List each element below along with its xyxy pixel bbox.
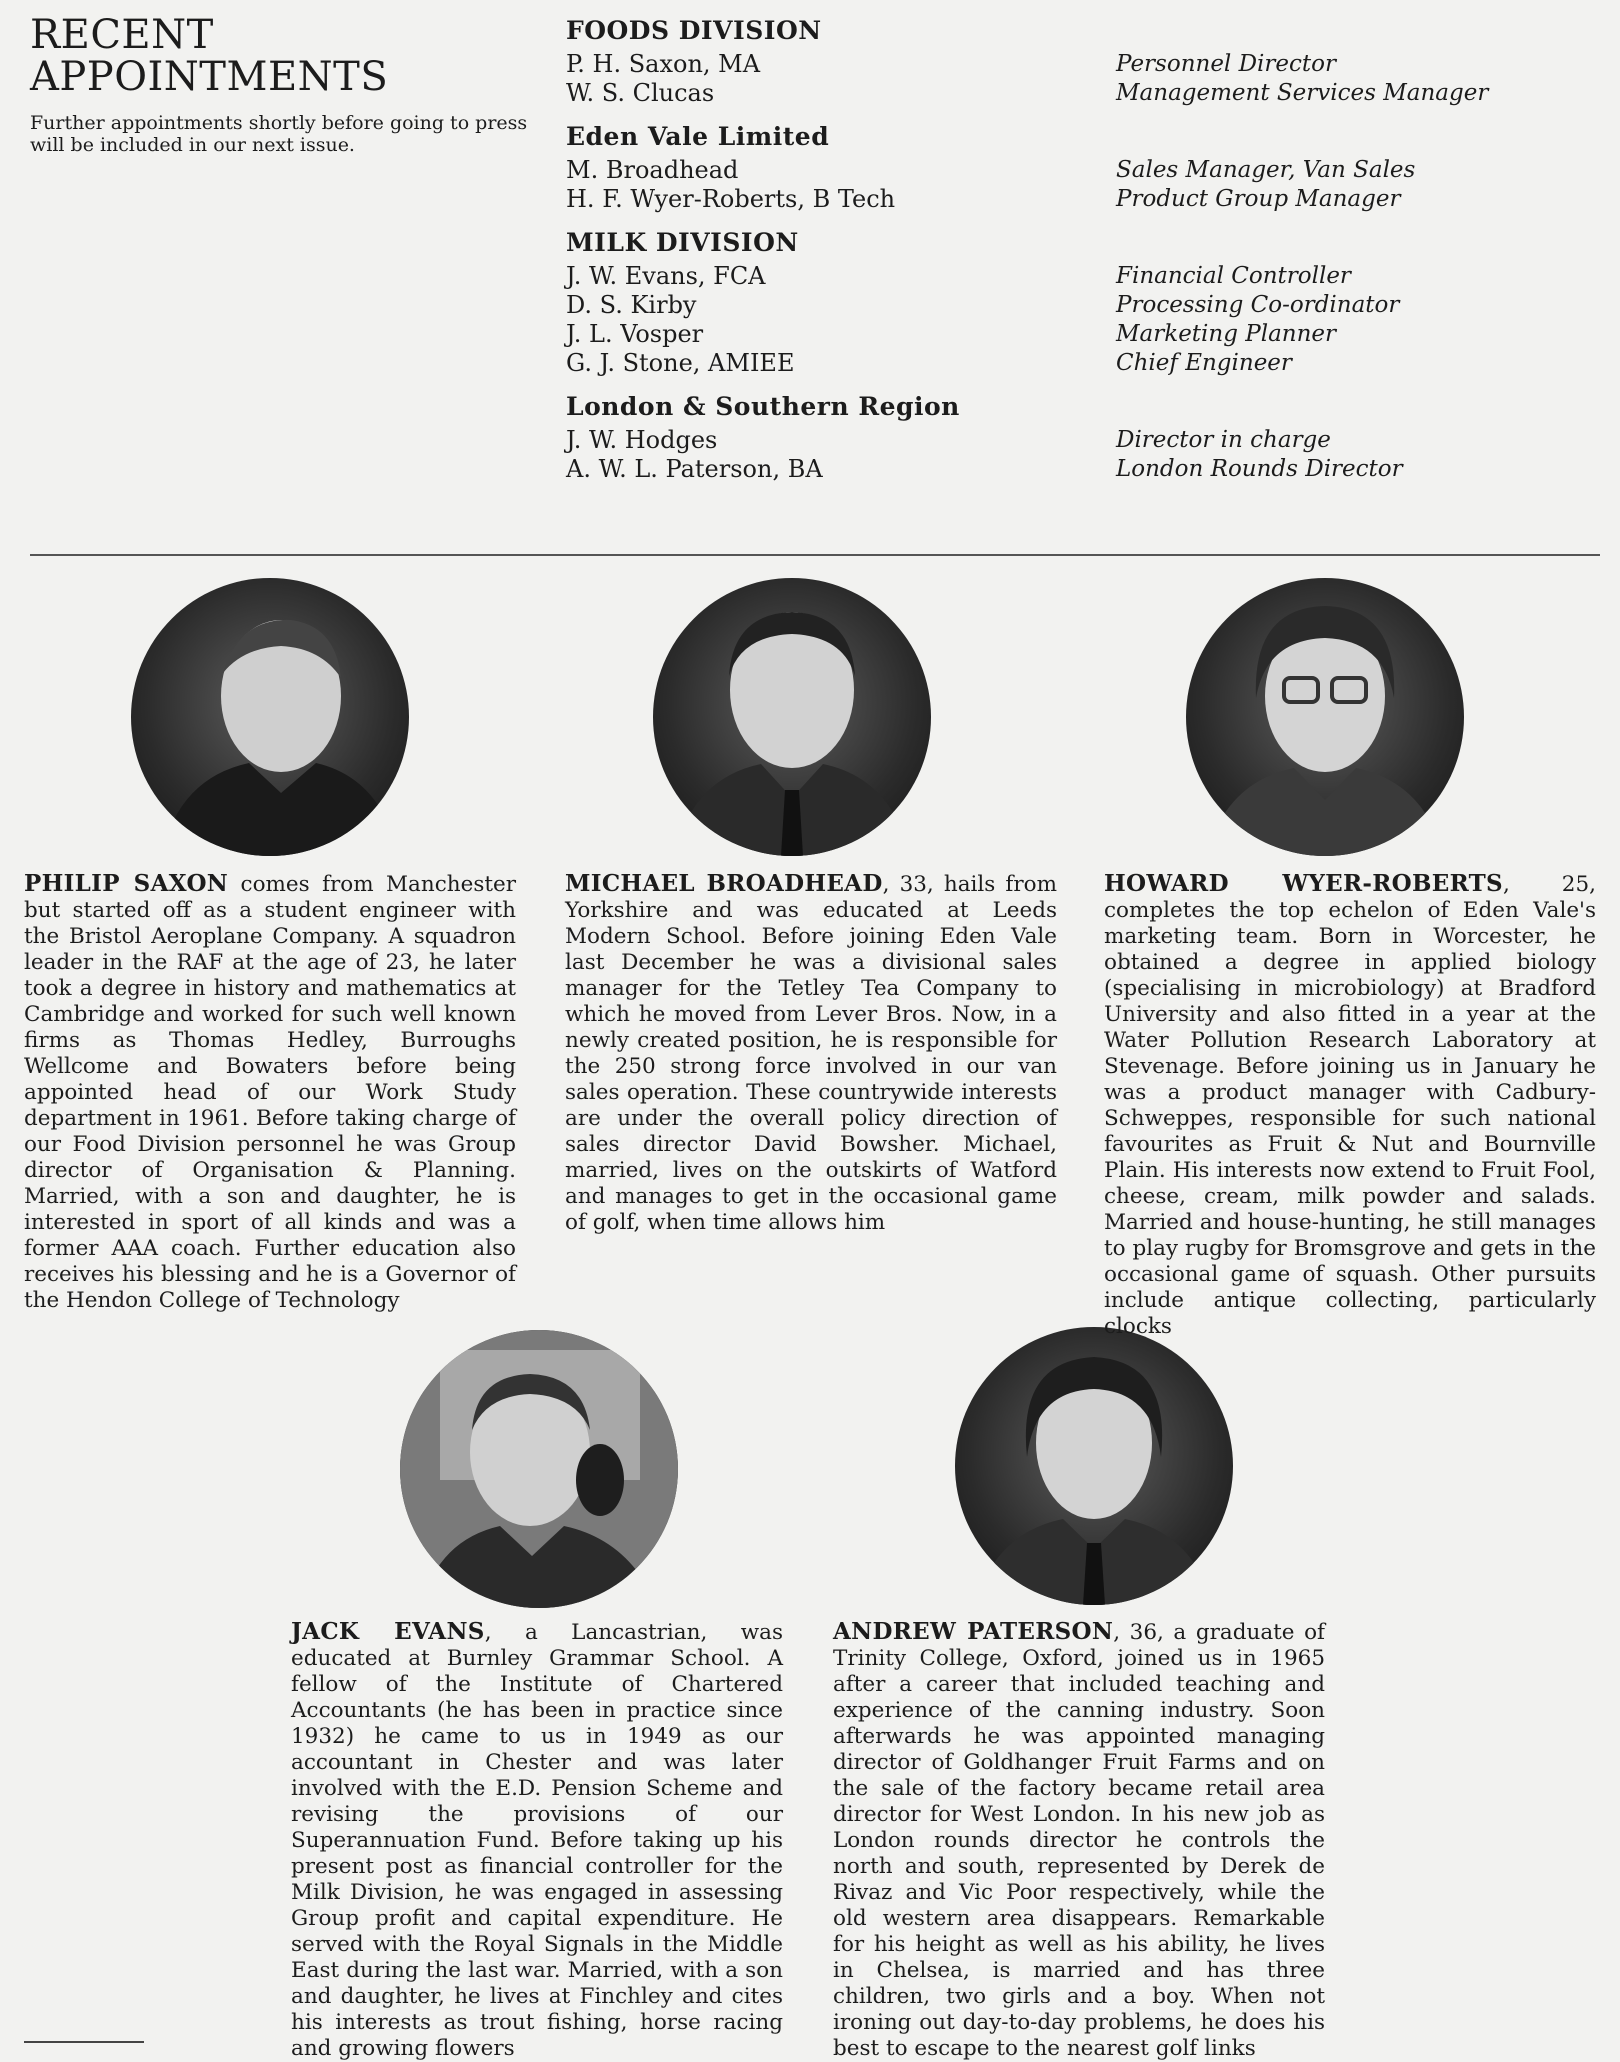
appointment-row [566, 185, 1606, 214]
appointments-list [566, 16, 1606, 498]
bio-philip-saxon [24, 871, 516, 1314]
bio-andrew-paterson [833, 1619, 1325, 2062]
appointment-row [566, 320, 1606, 349]
appointee-role: Sales Manager, Van Sales [1116, 157, 1416, 183]
footer-rule [24, 2041, 144, 2043]
division-heading: MILK DIVISION [566, 228, 799, 257]
appointee-name: P. H. Saxon, MA [566, 50, 761, 78]
division-milk [566, 228, 1606, 378]
bio-person-name: ANDREW PATERSON [833, 1618, 1114, 1645]
bio-person-name: JACK EVANS [291, 1618, 485, 1645]
title-line-1: RECENT [30, 12, 214, 58]
appointee-role: Management Services Manager [1116, 80, 1489, 106]
appointee-name: H. F. Wyer-Roberts, B Tech [566, 185, 896, 213]
division-foods [566, 16, 1606, 108]
division-eden-vale [566, 122, 1606, 214]
bio-text: , 25, completes the top echelon of Eden Vale's marketing team. Born in Worcester, he obtained a degree in applied biology (specialising in microbiology) at Bradford University and also fitted in a year at the Water Pollution Research Laboratory at Stevenage. Before joining us in January he was a product manager with Cadbury-Schweppes, responsible for such national favourites as Fruit & Nut and Bournville Plain. His interests now extend to Fruit Fool, cheese, cream, milk powder and salads. Married and house-hunting, he still manages to play rugby for Bromsgrove and gets in the occasional game of squash. Other pursuits include antique collecting, particularly clocks [1104, 872, 1596, 1339]
appointment-row [566, 262, 1606, 291]
appointment-row [566, 79, 1606, 108]
title-line-2: APPOINTMENTS [30, 54, 389, 100]
appointee-role: Chief Engineer [1116, 350, 1292, 376]
appointee-name: J. W. Evans, FCA [566, 262, 766, 290]
person-silhouette-icon [955, 1327, 1233, 1605]
bio-person-name: HOWARD WYER-ROBERTS [1104, 870, 1503, 897]
bio-person-name: PHILIP SAXON [24, 870, 229, 897]
appointee-role: London Rounds Director [1116, 456, 1403, 482]
appointee-name: D. S. Kirby [566, 291, 697, 319]
page-title [30, 14, 388, 98]
person-silhouette-icon [131, 578, 409, 856]
section-divider [30, 554, 1600, 556]
portrait-michael-broadhead [653, 578, 931, 856]
bio-jack-evans [291, 1619, 783, 2062]
division-london-southern [566, 392, 1606, 484]
appointee-role: Financial Controller [1116, 263, 1351, 289]
appointment-row [566, 455, 1606, 484]
person-silhouette-icon [400, 1330, 678, 1608]
appointee-name: G. J. Stone, AMIEE [566, 349, 795, 377]
portrait-jack-evans [400, 1330, 678, 1608]
appointee-role: Marketing Planner [1116, 321, 1337, 347]
division-heading: FOODS DIVISION [566, 16, 822, 45]
appointee-role: Processing Co-ordinator [1116, 292, 1400, 318]
division-heading: London & Southern Region [566, 392, 960, 421]
portrait-howard-wyer-roberts [1186, 578, 1464, 856]
bio-michael-broadhead [565, 871, 1057, 1236]
bio-person-name: MICHAEL BROADHEAD [565, 870, 883, 897]
appointee-role: Product Group Manager [1116, 186, 1401, 212]
person-silhouette-icon [653, 578, 931, 856]
appointee-name: A. W. L. Paterson, BA [566, 455, 823, 483]
appointee-name: J. W. Hodges [566, 426, 718, 454]
bio-text: , 33, hails from Yorkshire and was educated at Leeds Modern School. Before joining Eden Vale last December he was a divisional sales manager for the Tetley Tea Company to which he moved from Lever Bros. Now, in a newly created position, he is responsible for the 250 strong force involved in our van sales operation. These countrywide interests are under the overall policy direction of sales director David Bowsher. Michael, married, lives on the outskirts of Watford and manages to get in the occasional game of golf, when time allows him [565, 872, 1058, 1235]
appointee-role: Personnel Director [1116, 51, 1336, 77]
bio-howard-wyer-roberts [1104, 871, 1596, 1340]
appointee-name: J. L. Vosper [566, 320, 704, 348]
press-note: Further appointments shortly before going to press will be included in our next issue. [30, 112, 528, 156]
appointee-name: W. S. Clucas [566, 79, 715, 107]
bio-text: , 36, a graduate of Trinity College, Oxford, joined us in 1965 after a career that included teaching and experience of the canning industry. Soon afterwards he was appointed managing director of Goldhanger Fruit Farms and on the sale of the factory became retail area director for West London. In his new job as London rounds director he controls the north and south, represented by Derek de Rivaz and Vic Poor respectively, while the old western area disappears. Remarkable for his height as well as his ability, he lives in Chelsea, is married and has three children, two girls and a boy. When not ironing out day-to-day problems, he does his best to escape to the nearest golf links [833, 1620, 1325, 2061]
portrait-andrew-paterson [955, 1327, 1233, 1605]
appointment-row [566, 291, 1606, 320]
appointee-role: Director in charge [1116, 427, 1331, 453]
appointment-row [566, 426, 1606, 455]
person-silhouette-icon [1186, 578, 1464, 856]
appointee-name: M. Broadhead [566, 156, 739, 184]
portrait-philip-saxon [131, 578, 409, 856]
appointment-row [566, 156, 1606, 185]
appointment-row [566, 349, 1606, 378]
bio-text: comes from Manchester but started off as a student engineer with the Bristol Aeroplane Company. A squadron leader in the RAF at the age of 23, he later took a degree in history and mathematics at Cambridge and worked for such well known firms as Thomas Hedley, Burroughs Wellcome and Bowaters before being appointed head of our Work Study department in 1961. Before taking charge of our Food Division personnel he was Group director of Organisation & Planning. Married, with a son and daughter, he is interested in sport of all kinds and was a former AAA coach. Further education also receives his blessing and he is a Governor of the Hendon College of Technology [24, 872, 516, 1313]
bio-text: , a Lancastrian, was educated at Burnley Grammar School. A fellow of the Institute of Chartered Accountants (he has been in practice since 1932) he came to us in 1949 as our accountant in Chester and was later involved with the E.D. Pension Scheme and revising the provisions of our Superannuation Fund. Before taking up his present post as financial controller for the Milk Division, he was engaged in assessing Group profit and capital expenditure. He served with the Royal Signals in the Middle East during the last war. Married, with a son and daughter, he lives at Finchley and cites his interests as trout fishing, horse racing and growing flowers [291, 1620, 783, 2061]
division-heading: Eden Vale Limited [566, 122, 830, 151]
appointment-row [566, 50, 1606, 79]
